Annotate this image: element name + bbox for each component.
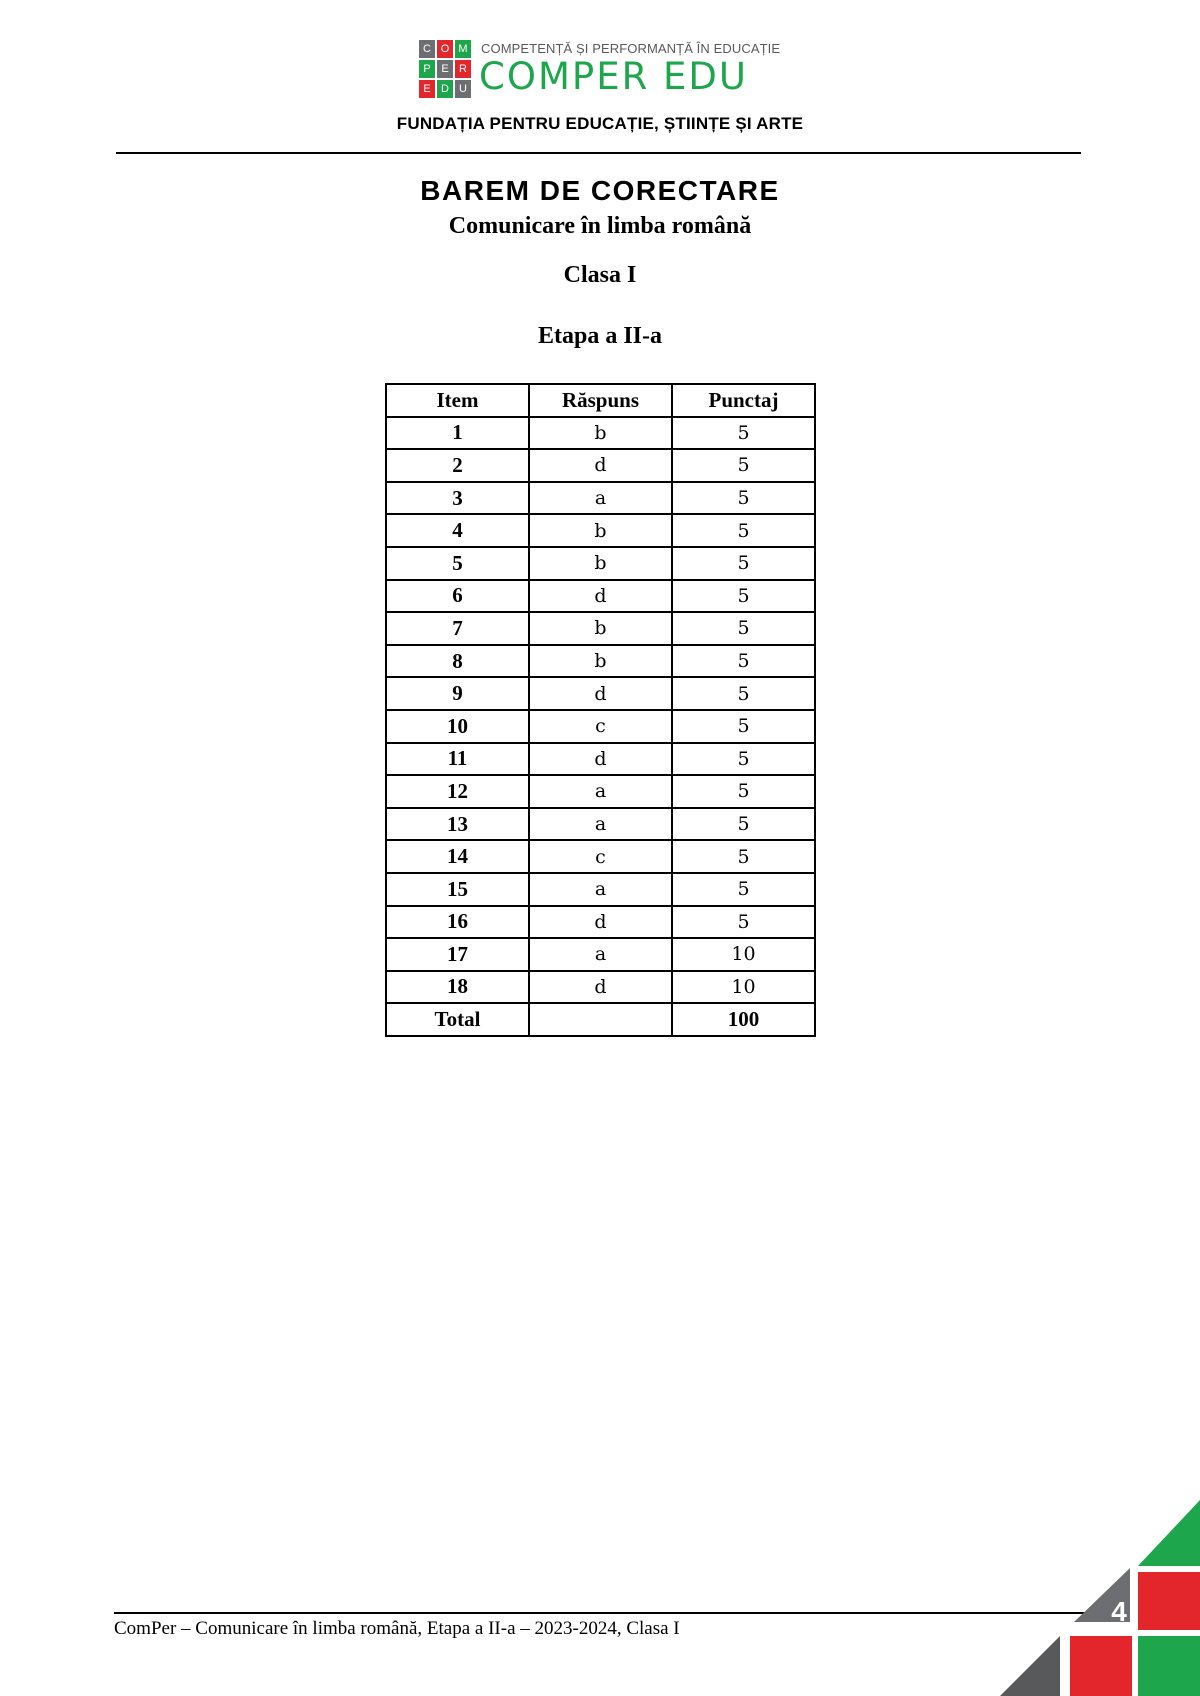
item-cell: 16	[386, 906, 529, 939]
points-cell: 5	[672, 743, 815, 776]
points-cell: 5	[672, 710, 815, 743]
table-row	[386, 775, 815, 808]
table-row	[386, 873, 815, 906]
table-row	[386, 514, 815, 547]
logo-cell: M	[455, 40, 471, 58]
answer-cell: d	[529, 677, 672, 710]
item-cell: 12	[386, 775, 529, 808]
table-body	[386, 417, 815, 1004]
total-answer	[529, 1003, 672, 1036]
logo-cell: D	[437, 80, 453, 98]
item-cell: 14	[386, 840, 529, 873]
corner-decoration	[1000, 1500, 1200, 1696]
footer-divider	[114, 1612, 1104, 1614]
document-subtitle: Comunicare în limba română	[448, 213, 752, 239]
answer-cell: b	[529, 612, 672, 645]
logo-tagline: COMPETENȚĂ ȘI PERFORMANȚĂ ÎN EDUCAȚIE	[481, 41, 781, 56]
points-cell: 5	[672, 840, 815, 873]
logo-cell: C	[419, 40, 435, 58]
answer-cell: d	[529, 971, 672, 1004]
points-cell: 5	[672, 677, 815, 710]
item-cell: 13	[386, 808, 529, 841]
logo-cell: R	[455, 60, 471, 78]
table-row	[386, 677, 815, 710]
table-row	[386, 417, 815, 450]
logo-cell: P	[419, 60, 435, 78]
header-divider	[116, 152, 1081, 154]
column-header-points: Punctaj	[672, 384, 815, 417]
answer-cell: a	[529, 808, 672, 841]
points-cell: 5	[672, 482, 815, 515]
item-cell: 4	[386, 514, 529, 547]
logo-cell: E	[437, 60, 453, 78]
document-grade: Clasa I	[563, 262, 637, 288]
foundation-name: FUNDAȚIA PENTRU EDUCAȚIE, ȘTIINȚE ȘI ARTE	[396, 114, 804, 133]
points-cell: 5	[672, 808, 815, 841]
item-cell: 6	[386, 580, 529, 613]
corner-gray-triangle	[1000, 1636, 1060, 1696]
document-stage: Etapa a II-a	[537, 323, 663, 349]
points-cell: 5	[672, 612, 815, 645]
table-row	[386, 743, 815, 776]
table-row	[386, 482, 815, 515]
item-cell: 15	[386, 873, 529, 906]
points-cell: 10	[672, 971, 815, 1004]
item-cell: 3	[386, 482, 529, 515]
points-cell: 5	[672, 580, 815, 613]
item-cell: 11	[386, 743, 529, 776]
answer-cell: d	[529, 743, 672, 776]
table-row	[386, 906, 815, 939]
item-cell: 18	[386, 971, 529, 1004]
points-cell: 10	[672, 938, 815, 971]
corner-red-square-top	[1138, 1572, 1200, 1630]
answer-key-table	[385, 383, 816, 1037]
points-cell: 5	[672, 873, 815, 906]
answer-cell: c	[529, 710, 672, 743]
points-cell: 5	[672, 645, 815, 678]
logo-cell: E	[419, 80, 435, 98]
corner-red-square-bottom	[1070, 1636, 1132, 1696]
page-number: 4	[1111, 1596, 1127, 1627]
total-label: Total	[386, 1003, 529, 1036]
table-row	[386, 612, 815, 645]
points-cell: 5	[672, 417, 815, 450]
item-cell: 7	[386, 612, 529, 645]
logo-brand: COMPER EDU	[479, 55, 748, 98]
points-cell: 5	[672, 514, 815, 547]
item-cell: 17	[386, 938, 529, 971]
table-row	[386, 547, 815, 580]
item-cell: 5	[386, 547, 529, 580]
item-cell: 1	[386, 417, 529, 450]
table-row	[386, 645, 815, 678]
item-cell: 10	[386, 710, 529, 743]
item-cell: 9	[386, 677, 529, 710]
column-header-answer: Răspuns	[529, 384, 672, 417]
answer-cell: d	[529, 580, 672, 613]
answer-cell: b	[529, 645, 672, 678]
table-row	[386, 449, 815, 482]
answer-cell: c	[529, 840, 672, 873]
table-total-row	[386, 1003, 815, 1036]
answer-cell: a	[529, 482, 672, 515]
answer-cell: d	[529, 906, 672, 939]
table-row	[386, 971, 815, 1004]
corner-green-square	[1138, 1636, 1200, 1696]
column-header-item: Item	[386, 384, 529, 417]
table-row	[386, 580, 815, 613]
points-cell: 5	[672, 449, 815, 482]
total-points: 100	[672, 1003, 815, 1036]
table-row	[386, 710, 815, 743]
logo-cell: O	[437, 40, 453, 58]
item-cell: 2	[386, 449, 529, 482]
table-row	[386, 938, 815, 971]
answer-cell: b	[529, 417, 672, 450]
corner-green-triangle	[1138, 1500, 1200, 1566]
points-cell: 5	[672, 775, 815, 808]
table-row	[386, 840, 815, 873]
table-row	[386, 808, 815, 841]
document-title: BAREM DE CORECTARE	[420, 175, 780, 206]
comper-logo	[419, 40, 783, 98]
logo-letter-grid	[419, 40, 471, 97]
answer-cell: a	[529, 873, 672, 906]
points-cell: 5	[672, 906, 815, 939]
item-cell: 8	[386, 645, 529, 678]
points-cell: 5	[672, 547, 815, 580]
answer-cell: a	[529, 775, 672, 808]
answer-cell: d	[529, 449, 672, 482]
answer-cell: b	[529, 547, 672, 580]
answer-cell: b	[529, 514, 672, 547]
logo-cell: U	[455, 80, 471, 98]
answer-cell: a	[529, 938, 672, 971]
table-header-row	[386, 384, 815, 417]
footer-text: ComPer – Comunicare în limba română, Etapa a II-a – 2023-2024, Clasa I	[114, 1618, 680, 1639]
